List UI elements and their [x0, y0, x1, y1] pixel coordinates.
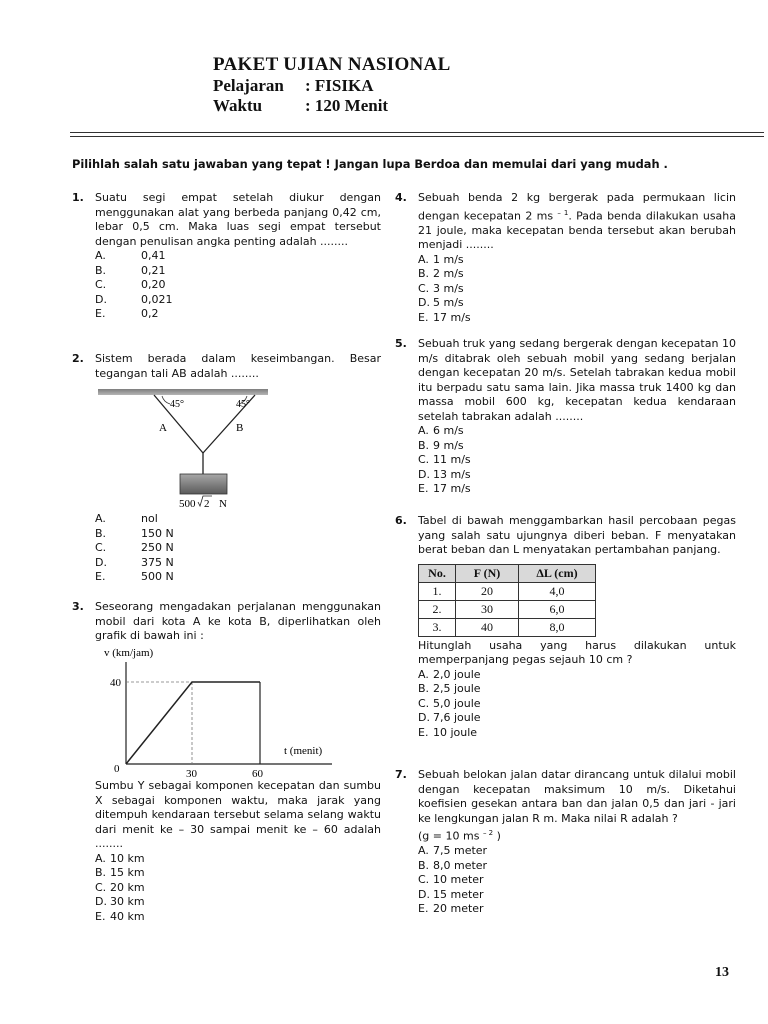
- option-a: A. 6 m/s: [418, 424, 464, 437]
- subject-label: Pelajaran: [213, 76, 284, 95]
- time-value: : 120 Menit: [305, 96, 389, 115]
- table-cell: 2.: [419, 600, 456, 618]
- table-cell: 30: [456, 600, 519, 618]
- question-number: 2.: [72, 352, 84, 365]
- question-number: 5.: [395, 337, 407, 350]
- ceiling: [98, 389, 268, 395]
- instruction-text: Pilihlah salah satu jawaban yang tepat ! Jangan lupa Berdoa dan memulai dari yang mudah .: [72, 157, 668, 171]
- svg-text:500: 500: [179, 498, 196, 510]
- option-e: E. 0,2: [95, 307, 159, 320]
- table-cell: 1.: [419, 582, 456, 600]
- table-row: [419, 618, 596, 636]
- subject-row: [213, 76, 653, 96]
- table-header-row: [419, 564, 596, 582]
- question-number: 1.: [72, 191, 84, 204]
- question-stem-2: Hitunglah usaha yang harus dilakukan untuk memperpanjang pegas sejauh 10 cm ?: [418, 638, 736, 666]
- option-b: B. 8,0 meter: [418, 858, 488, 872]
- option-b: B. 15 km: [95, 866, 145, 879]
- table-row: [419, 582, 596, 600]
- option-e: E. 500 N: [95, 570, 174, 583]
- label-a: A: [159, 422, 167, 434]
- option-b: B. 2,5 joule: [418, 682, 481, 695]
- gravity-note: (g = 10 ms $^{- 2}$ ): [418, 829, 501, 843]
- exam-header: [213, 54, 653, 116]
- table-header: No.: [419, 564, 456, 582]
- question-number: 4.: [395, 191, 407, 204]
- option-c: C. 3 m/s: [418, 281, 464, 295]
- table-cell: 3.: [419, 618, 456, 636]
- option-d: D. 7,6 joule: [418, 711, 481, 724]
- option-e: E. 20 meter: [418, 902, 484, 916]
- tension-diagram: [98, 386, 268, 512]
- table-cell: 4,0: [519, 582, 596, 600]
- time-row: [213, 96, 653, 116]
- option-d: D. 375 N: [95, 555, 174, 569]
- question-number: 6.: [395, 514, 407, 527]
- question-stem: Suatu segi empat setelah diukur dengan menggunakan alat yang berbeda panjang 0,42 cm, lebar 0,5 cm. Maka luas segi empat tersebut dengan penulisan angka penting adalah ........: [95, 191, 381, 248]
- option-e: E. 17 m/s: [418, 310, 471, 324]
- graph-origin: 0: [114, 763, 120, 775]
- option-d: D. 0,021: [95, 292, 173, 306]
- exam-title: PAKET UJIAN NASIONAL: [213, 54, 451, 75]
- header-divider-bottom: [70, 136, 764, 137]
- table-cell: 20: [456, 582, 519, 600]
- option-a: A. 2,0 joule: [418, 667, 481, 681]
- option-e: E. 10 joule: [418, 725, 478, 739]
- label-b: B: [236, 422, 244, 434]
- table-header: ΔL (cm): [519, 564, 596, 582]
- option-c: C. 5,0 joule: [418, 696, 481, 710]
- svg-text:N: N: [219, 498, 227, 510]
- question-stem: Sebuah truk yang sedang bergerak dengan kecepatan 10 m/s ditabrak oleh sebuah mobil yang sedang berjalan dengan kecepatan 20 m/s. Setelah tabrakan kedua mobil itu berpadu satu sama lain. Jika massa truk 1400 kg dan massa mobil 600 kg, kecepatan kedua kendaraan setelah tabrakan adalah ........: [418, 337, 736, 423]
- option-d: D. 13 m/s: [418, 467, 471, 481]
- weight-block: [180, 474, 227, 494]
- velocity-time-graph: [100, 644, 340, 780]
- question-number: 3.: [72, 600, 84, 613]
- x-tick-30: 30: [186, 768, 197, 780]
- option-e: E. 17 m/s: [418, 482, 471, 495]
- option-d: D. 5 m/s: [418, 296, 464, 310]
- graph-xlabel: t (menit): [284, 745, 323, 757]
- angle-arc-left: [162, 396, 170, 404]
- y-tick-40: 40: [110, 677, 121, 689]
- question-stem-2: Sumbu Y sebagai komponen kecepatan dan sumbu X sebagai komponen waktu, maka jarak yang ditempuh kendaraan tersebut selama selang waktu dari menit ke – 30 sampai menit ke – 60 adalah ........: [95, 779, 381, 850]
- option-a: A. 0,41: [95, 249, 166, 262]
- option-d: D. 30 km: [95, 895, 145, 908]
- table-cell: 40: [456, 618, 519, 636]
- option-a: A. 7,5 meter: [418, 844, 488, 858]
- option-c: C. 11 m/s: [418, 453, 471, 466]
- question-stem: Tabel di bawah menggambarkan hasil percobaan pegas yang salah satu ujungnya diberi beban. F menyatakan berat beban dan L menyatakan pertambahan panjang.: [418, 514, 736, 556]
- question-stem: Seseorang mengadakan perjalanan menggunakan mobil dari kota A ke kota B, diperlihatkan oleh grafik di bawah ini :: [95, 600, 381, 642]
- option-b: B. 0,21: [95, 263, 166, 277]
- question-stem: Sebuah benda 2 kg bergerak pada permukaan licin dengan kecepatan 2 ms $^{- 1}$. Pada benda dilakukan usaha 21 joule, maka kecepatan benda tersebut akan berubah menjadi ........: [418, 191, 736, 252]
- graph-ylabel: v (km/jam): [104, 647, 154, 659]
- option-b: B. 9 m/s: [418, 438, 464, 452]
- question-stem: Sebuah belokan jalan datar dirancang untuk dilalui mobil dengan kecepatan maksimum 10 m/s. Diketahui koefisien gesekan antara ban dan jalan 0,5 dan jari - jari ke lengkungan jalan R m. Maka nilai R adalah ?: [418, 768, 736, 825]
- velocity-line: [126, 682, 260, 764]
- option-d: D. 15 meter: [418, 887, 484, 901]
- question-number: 7.: [395, 768, 407, 781]
- option-c: C. 20 km: [95, 880, 145, 894]
- option-e: E. 40 km: [95, 909, 145, 923]
- weight-label: [179, 496, 227, 510]
- option-b: B. 150 N: [95, 526, 174, 540]
- angle-right-label: 45°: [236, 399, 250, 410]
- option-c: C. 0,20: [95, 278, 166, 291]
- header-divider-top: [70, 132, 764, 133]
- option-a: A. 10 km: [95, 851, 145, 865]
- page-number: 13: [715, 965, 729, 980]
- option-c: C. 250 N: [95, 541, 174, 554]
- time-label: Waktu: [213, 96, 263, 115]
- table-cell: 6,0: [519, 600, 596, 618]
- subject-value: : FISIKA: [305, 76, 374, 95]
- question-stem: Sistem berada dalam keseimbangan. Besar tegangan tali AB adalah ........: [95, 352, 381, 380]
- table-header: F (N): [456, 564, 519, 582]
- option-b: B. 2 m/s: [418, 267, 464, 281]
- option-a: A. nol: [95, 512, 158, 525]
- x-tick-60: 60: [252, 768, 263, 780]
- table-cell: 8,0: [519, 618, 596, 636]
- option-a: A. 1 m/s: [418, 252, 464, 266]
- option-c: C. 10 meter: [418, 873, 484, 887]
- table-row: [419, 600, 596, 618]
- spring-data-table: [418, 564, 596, 637]
- angle-left-label: 45°: [170, 399, 184, 410]
- svg-text:2: 2: [204, 498, 210, 510]
